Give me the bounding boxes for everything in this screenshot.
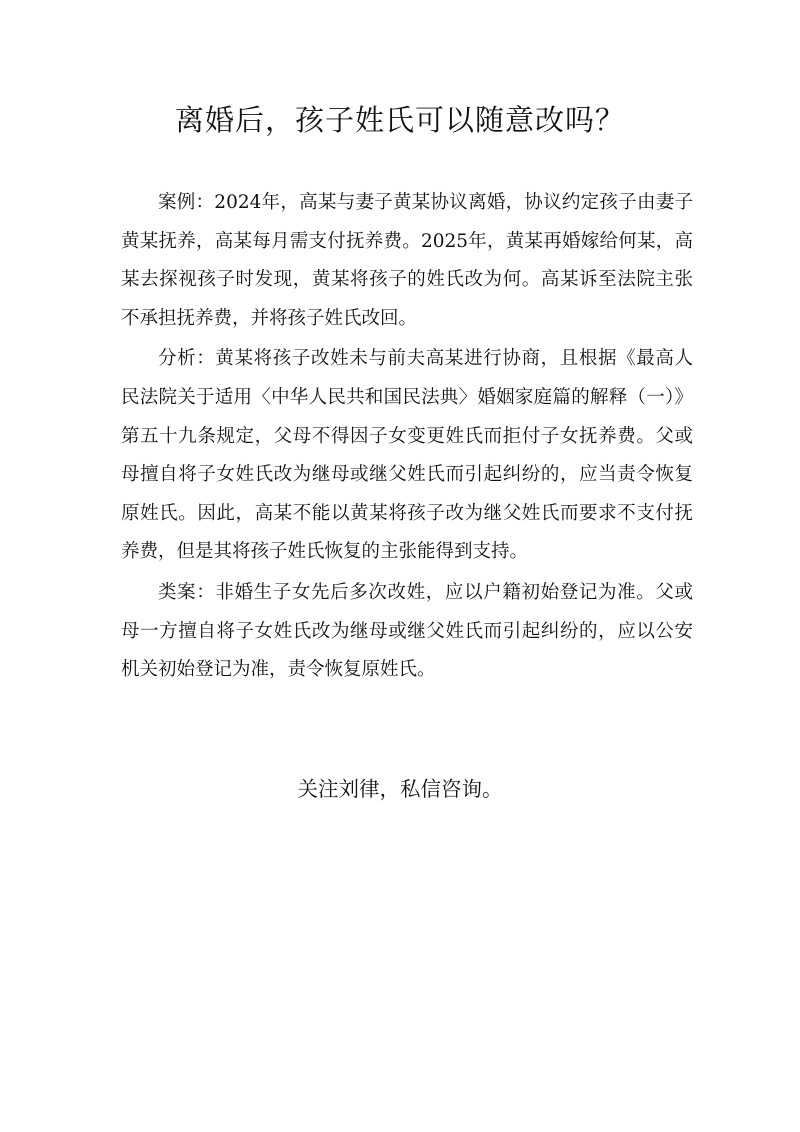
document-title: 离婚后，孩子姓氏可以随意改吗？ [174,103,625,137]
document-body [121,184,693,692]
case-paragraph: 案例：2024年，高某与妻子黄某协议离婚，协议约定孩子由妻子黄某抚养，高某每月需支付抚养费。2025年，黄某再婚嫁给何某，高某去探视孩子时发现，黄某将孩子的姓氏改为何。高某诉至法院主张不承担抚养费，并将孩子姓氏改回。 [121,192,693,329]
footer-call-to-action: 关注刘律，私信咨询。 [297,777,503,801]
similar-case-paragraph: 类案：非婚生子女先后多次改姓，应以户籍初始登记为准。父或母一方擅自将子女姓氏改为继母或继父姓氏而引起纠纷的，应以公安机关初始登记为准，责令恢复原姓氏。 [121,581,693,681]
analysis-paragraph: 分析：黄某将孩子改姓未与前夫高某进行协商，且根据《最高人民法院关于适用〈中华人民共和国民法典〉婚姻家庭篇的解释（一）》第五十九条规定，父母不得因子女变更姓氏而拒付子女抚养费。父或母擅自将子女姓氏改为继母或继父姓氏而引起纠纷的，应当责令恢复原姓氏。因此，高某不能以黄某将孩子改为继父姓氏而要求不支付抚养费，但是其将孩子姓氏恢复的主张能得到支持。 [121,348,693,563]
